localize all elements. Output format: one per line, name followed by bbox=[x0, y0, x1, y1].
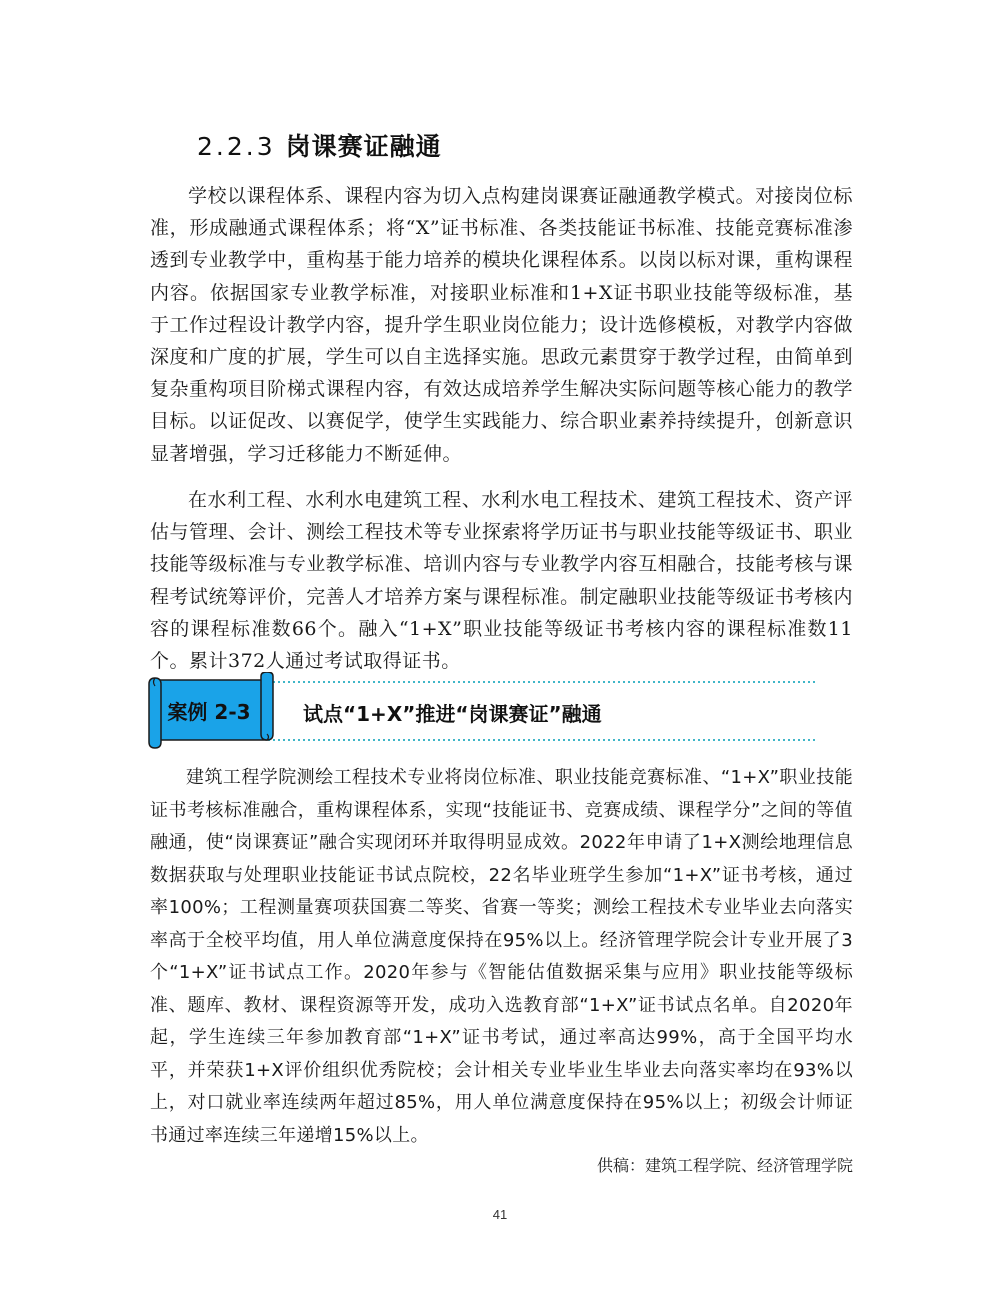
page-number: 41 bbox=[492, 1207, 508, 1222]
section-number: 2.2.3 bbox=[197, 132, 276, 161]
section-title: 岗课赛证融通 bbox=[285, 132, 442, 161]
case-source: 供稿：建筑工程学院、经济管理学院 bbox=[596, 1156, 853, 1175]
case-body: 建筑工程学院测绘工程技术专业将岗位标准、职业技能竞赛标准、“1+X”职业技能证书考核标准融合，重构课程体系，实现“技能证书、竞赛成绩、课程学分”之间的等值融通，使“岗课赛证”融合实现闭环并取得明显成效。2022年申请了1+X测绘地理信息数据获取与处理职业技能证书试点院校，22名毕业班学生参加“1+X”证书考核，通过率100%；工程测量赛项获国赛二等奖、省赛一等奖；测绘工程技术专业毕业去向落实率高于全校平均值，用人单位满意度保持在95%以上。经济管理学院会计专业开展了3个“1+X”证书试点工作。2020年参与《智能估值数据采集与应用》职业技能等级标准、题库、教材、课程资源等开发，成功入选教育部“1+X”证书试点名单。自2020年起，学生连续三年参加教育部“1+X”证书考试，通过率高达99%，高于全国平均水平，并荣获1+X评价组织优秀院校；会计相关专业毕业生毕业去向落实率均在93%以上，对口就业率连续两年超过85%，用人单位满意度保持在95%以上；初级会计师证书通过率连续三年递增15%以上。 bbox=[150, 767, 853, 1146]
body-paragraph-2: 在水利工程、水利水电建筑工程、水利水电工程技术、建筑工程技术、资产评估与管理、会计、测绘工程技术等专业探索将学历证书与职业技能等级证书、职业技能等级标准与专业教学标准、培训内容与专业教学内容互相融合，技能考核与课程考试统筹评价，完善人才培养方案与课程标准。制定融职业技能等级证书考核内容的课程标准数66个。融入“1+X”职业技能等级证书考核内容的课程标准数11个。累计372人通过考试取得证书。 bbox=[150, 489, 853, 673]
body-paragraph-1: 学校以课程体系、课程内容为切入点构建岗课赛证融通教学模式。对接岗位标准，形成融通式课程体系；将“X”证书标准、各类技能证书标准、技能竞赛标准渗透到专业教学中，重构基于能力培养的模块化课程体系。以岗以标对课，重构课程内容。依据国家专业教学标准，对接职业标准和1+X证书职业技能等级标准，基于工作过程设计教学内容，提升学生职业岗位能力；设计选修模板，对教学内容做深度和广度的扩展，学生可以自主选择实施。思政元素贯穿于教学过程，由简单到复杂重构项目阶梯式课程内容，有效达成培养学生解决实际问题等核心能力的教学目标。以证促改、以赛促学，使学生实践能力、综合职业素养持续提升，创新意识显著增强，学习迁移能力不断延伸。 bbox=[150, 185, 853, 465]
case-label: 案例 2-3 bbox=[167, 700, 251, 724]
case-title: 试点“1+X”推进“岗课赛证”融通 bbox=[303, 702, 602, 726]
case-banner bbox=[143, 672, 823, 752]
section-heading bbox=[197, 127, 442, 163]
